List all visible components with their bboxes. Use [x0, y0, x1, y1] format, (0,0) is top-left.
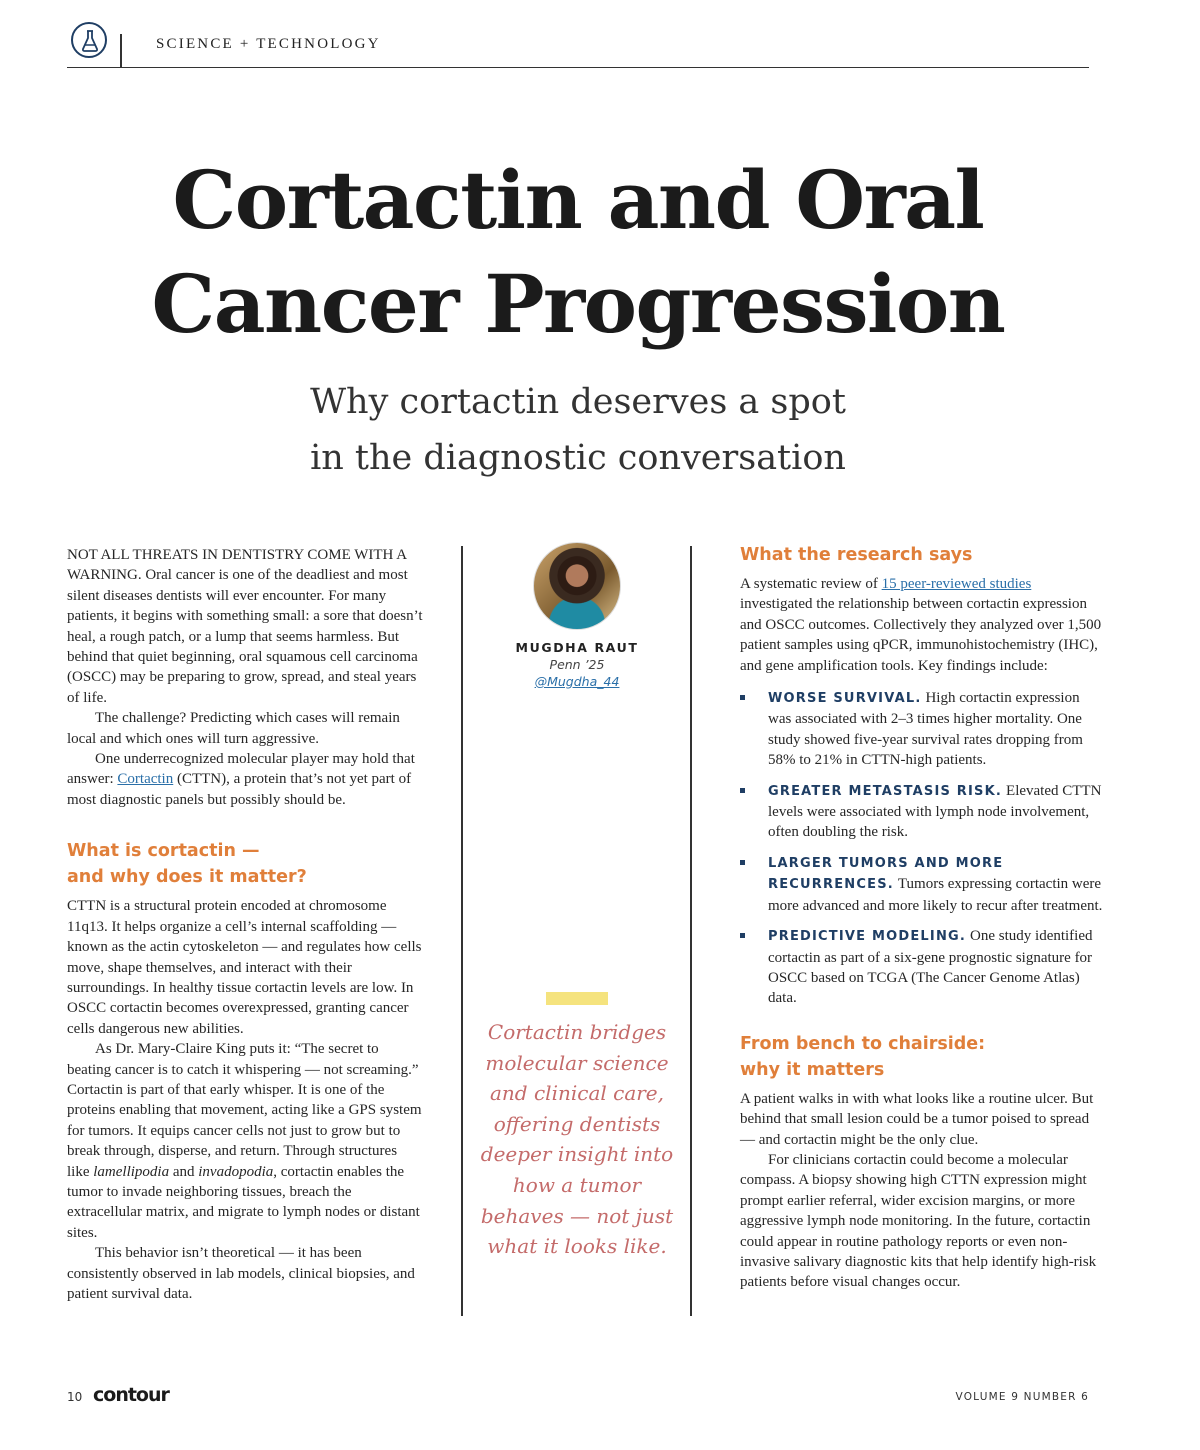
- heading-line-2: why it matters: [740, 1059, 885, 1080]
- title-line-2: Cancer Progression: [151, 257, 1005, 351]
- bullet-square-icon: [740, 695, 745, 700]
- player-text-a: One underrecognized molecular player may hold that answer:: [67, 751, 415, 788]
- author-class-year: Penn ’25: [549, 657, 605, 672]
- finding-heading: PREDICTIVE MODELING.: [768, 929, 967, 945]
- list-item: [740, 853, 1106, 916]
- finding-text: One study identified cortactin as part of a six-gene prognostic signature for OSCC based on TCGA (The Cancer Genome Atlas) data.: [768, 928, 1093, 1007]
- pullquote-accent-bar: [546, 992, 608, 1005]
- heading-line-2: and why does it matter?: [67, 867, 307, 888]
- clinicians-paragraph: For clinicians cortactin could become a molecular compass. A biopsy showing high CTTN expression might prompt earlier referral, wider excision margins, or more aggressive lymph node monitoring. In the future, cortactin could appear in routine pathology reports or even non-invasive salivary diagnostic kits that help identify high-risk patients before visual changes occur.: [740, 1151, 1097, 1291]
- article-subtitle: [0, 374, 1156, 486]
- cttn-paragraph: CTTN is a structural protein encoded at chromosome 11q13. It helps organize a cell’s internal scaffolding — known as the actin cytoskeleton — and regulates how cells move, shape themselves, and interact with their surroundings. In healthy tissue cortactin levels are low. In OSCC cortactin becomes overexpressed, granting cancer cells dangerous new abilities.: [67, 898, 422, 1037]
- subtitle-line-2: in the diagnostic conversation: [310, 438, 846, 478]
- page-number: 10: [67, 1390, 83, 1404]
- research-paragraph: [740, 574, 1106, 676]
- page-header: [67, 20, 1089, 68]
- heading-line-1: What is cortactin —: [67, 841, 260, 862]
- quote-text-b: and: [169, 1163, 199, 1180]
- cortactin-link[interactable]: Cortactin: [117, 771, 174, 788]
- title-line-1: Cortactin and Oral: [172, 153, 984, 247]
- player-paragraph: [67, 749, 423, 810]
- quote-paragraph: [67, 1039, 423, 1243]
- behavior-paragraph: This behavior isn’t theoretical — it has been consistently observed in lab models, clinical biopsies, and patient survival data.: [67, 1245, 415, 1302]
- section-heading-research: What the research says: [740, 545, 973, 565]
- challenge-paragraph: The challenge? Predicting which cases will remain local and which ones will turn aggressive.: [67, 710, 400, 747]
- research-text-a: A systematic review of: [740, 576, 882, 592]
- list-item: [740, 781, 1106, 843]
- research-text-b: investigated the relationship between cortactin expression and OSCC outcomes. Collectively they analyzed over 1,500 patient samples using qPCR, immunohistochemistry (IHC), and gene amplification tools. Key findings include:: [740, 596, 1102, 674]
- subtitle-line-1: Why cortactin deserves a spot: [310, 382, 846, 422]
- patient-paragraph: A patient walks in with what looks like a routine ulcer. But behind that small lesion could be a tumor poised to spread — and cortactin might be the only clue.: [740, 1090, 1094, 1148]
- author-block: [462, 542, 692, 691]
- article-title: [0, 148, 1156, 356]
- finding-heading: LARGER TUMORS AND MORE RECURRENCES.: [768, 855, 1004, 893]
- findings-list: [740, 688, 1106, 1009]
- intro-paragraph: NOT ALL THREATS IN DENTISTRY COME WITH A WARNING. Oral cancer is one of the deadliest and most silent diseases dentists will ever encounter. For many patients, it begins with something small: a sore that doesn’t heal, a rough patch, or a lump that seems harmless. But behind that quiet beginning, oral squamous cell carcinoma (OSCC) may be preparing to grow, spread, and steal years of life.: [67, 547, 423, 706]
- page-footer: [67, 1386, 1089, 1410]
- right-column: [740, 542, 1106, 1293]
- finding-text: Tumors expressing cortactin were more advanced and more likely to recur after treatment.: [768, 876, 1103, 914]
- bullet-square-icon: [740, 933, 745, 938]
- section-heading-bench-to-chairside: [740, 1031, 1106, 1083]
- bullet-square-icon: [740, 788, 745, 793]
- author-handle-link[interactable]: @Mugdha_44: [534, 674, 620, 689]
- contour-logo: contour: [93, 1384, 169, 1406]
- section-label: SCIENCE + TECHNOLOGY: [156, 36, 381, 52]
- finding-text: High cortactin expression was associated with 2–3 times higher mortality. One study showed five-year survival rates dropping from 58% to 21% in CTTN-high patients.: [768, 690, 1083, 769]
- quote-text-a: As Dr. Mary-Claire King puts it: “The secret to beating cancer is to catch it whispering — not screaming.” Cortactin is part of that early whisper. It is one of the proteins enabling that movement, acting like a GPS system for tumors. It equips cancer cells not just to grow but to break through, disperse, and return. Through structures like: [67, 1041, 422, 1180]
- term-lamellipodia: lamellipodia: [93, 1163, 170, 1180]
- header-divider: [120, 34, 122, 68]
- term-invadopodia: invadopodia: [198, 1163, 274, 1180]
- list-item: [740, 926, 1106, 1009]
- studies-link[interactable]: 15 peer-reviewed studies: [881, 576, 1032, 592]
- player-text-b: (CTTN), a protein that’s not yet part of most diagnostic panels but possibly should be.: [67, 771, 412, 808]
- bullet-square-icon: [740, 860, 745, 865]
- avatar: [533, 542, 621, 630]
- section-heading-what-is-cortactin: [67, 838, 423, 890]
- author-name: MUGDHA RAUT: [515, 640, 639, 655]
- pullquote: Cortactin bridges molecular science and clinical care, offering dentists deeper insight into how a tumor behaves — not just what it looks like.: [480, 1020, 674, 1259]
- finding-heading: GREATER METASTASIS RISK.: [768, 783, 1003, 799]
- left-column: [67, 545, 423, 1304]
- heading-line-1: From bench to chairside:: [740, 1033, 986, 1054]
- volume-issue: VOLUME 9 NUMBER 6: [955, 1391, 1089, 1403]
- list-item: [740, 688, 1106, 771]
- flask-icon: [71, 22, 107, 58]
- quote-text-c: , cortactin enables the tumor to invade neighboring tissues, breach the extracellular matrix, and migrate to lymph nodes or distant sites.: [67, 1163, 420, 1241]
- finding-text: Elevated CTTN levels were associated with lymph node involvement, often doubling the risk.: [768, 782, 1102, 841]
- finding-heading: WORSE SURVIVAL.: [768, 691, 922, 707]
